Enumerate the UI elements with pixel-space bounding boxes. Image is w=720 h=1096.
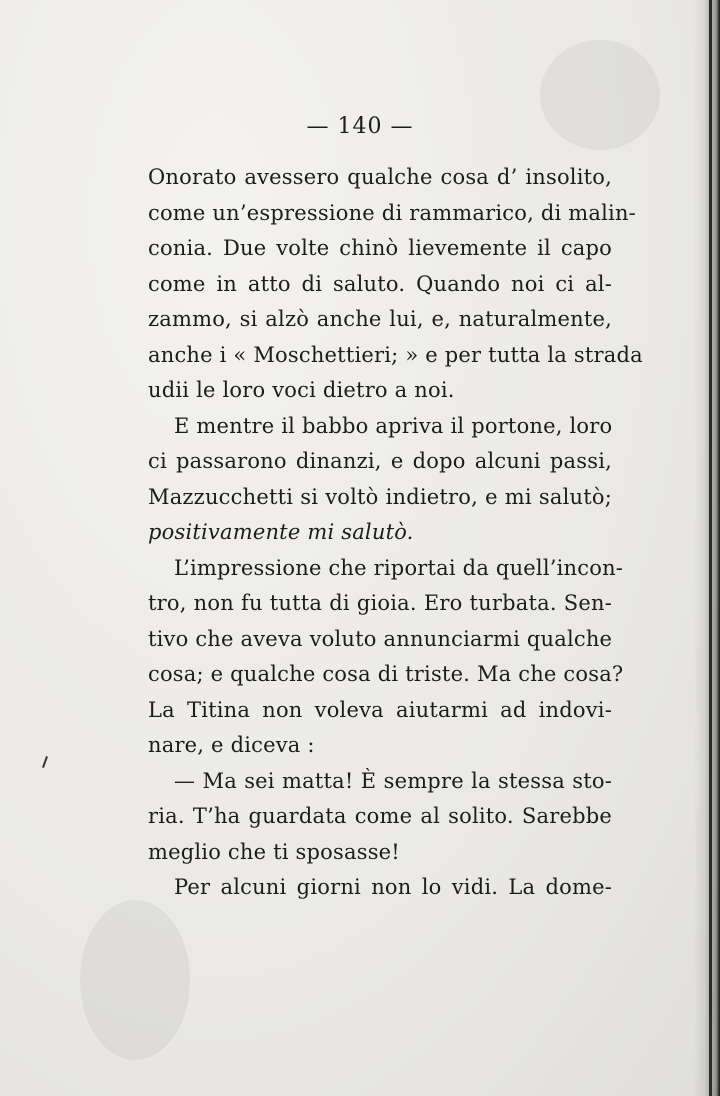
text-line: E mentre il babbo apriva il portone, loro	[174, 413, 613, 438]
text-line: zammo, si alzò anche lui, e, naturalmente,	[148, 307, 612, 331]
text-line: meglio che ti sposasse!	[148, 839, 400, 864]
text-line: — Ma sei matta! È sempre la stessa sto-	[174, 768, 612, 793]
body-text	[148, 160, 643, 906]
text-line: Per alcuni giorni non lo vidi. La dome-	[174, 875, 612, 899]
text-line: udii le loro voci dietro a noi.	[148, 378, 455, 402]
text-line: cosa; e qualche cosa di triste. Ma che cosa?	[148, 662, 624, 686]
paper-stain	[80, 900, 190, 1060]
text-line: positivamente mi salutò.	[148, 520, 414, 544]
page-number: — 140 —	[306, 114, 414, 139]
text-line: anche i « Moschettieri; » e per tutta la strada	[148, 342, 643, 367]
binding-shadow	[694, 0, 720, 1096]
text-line: come in atto di saluto. Quando noi ci al-	[148, 271, 612, 296]
stray-mark	[42, 756, 48, 768]
binding-edge	[709, 0, 712, 1096]
text-line: ci passarono dinanzi, e dopo alcuni passi,	[148, 449, 612, 473]
text-line: tro, non fu tutta di gioia. Ero turbata. Sen-	[148, 591, 612, 615]
text-line: conia. Due volte chinò lievemente il capo	[148, 236, 612, 260]
text-line: L’impressione che riportai da quell’incon-	[174, 555, 624, 580]
text-line: come un’espressione di rammarico, di malin-	[148, 200, 636, 225]
text-line: La Titina non voleva aiutarmi ad indovi-	[148, 697, 612, 722]
text-line: Onorato avessero qualche cosa d’ insolito,	[148, 165, 612, 189]
text-line: Mazzucchetti si voltò indietro, e mi salutò;	[148, 484, 612, 509]
text-line: nare, e diceva :	[148, 733, 315, 757]
text-line: ria. T’ha guardata come al solito. Sarebbe	[148, 804, 612, 828]
text-line: tivo che aveva voluto annunciarmi qualche	[148, 626, 613, 651]
